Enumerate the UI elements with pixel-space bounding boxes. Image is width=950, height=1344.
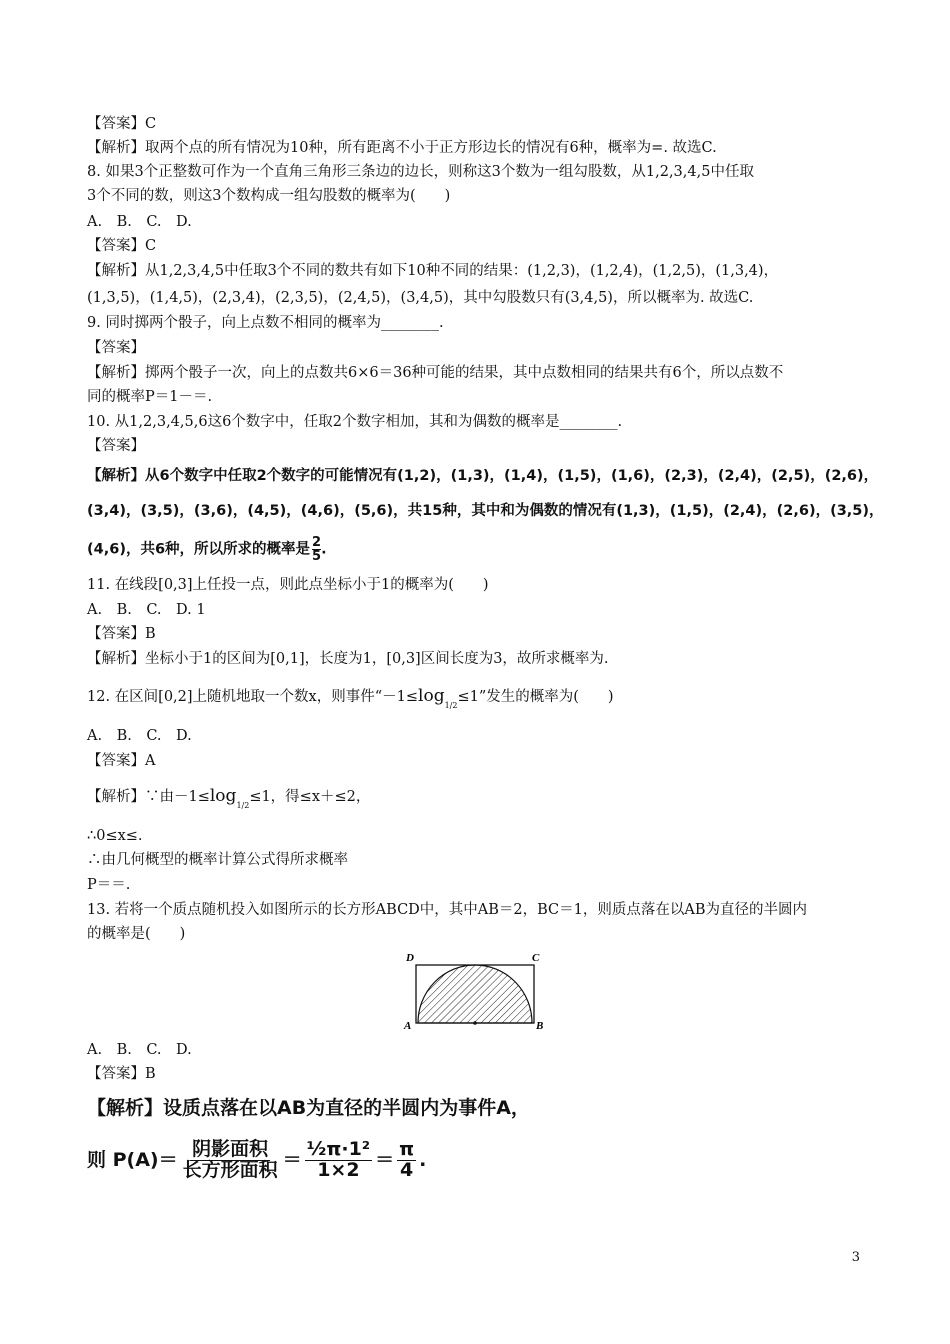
solution-text: (1,3,5)，(1,4,5)，(2,3,4)，(2,3,5)，(2,4,5)，(3,4,5)，其中勾股数只有(3,4,5)，所以概率为. 故选C. — [87, 290, 754, 306]
label-a: A — [404, 1020, 412, 1032]
fraction-area-values: $\frac{\text{½π·1²}}{1\times 2}$ — [306, 1138, 371, 1181]
solution-text: 【解析】坐标小于1的区间为[0,1]，长度为1，[0,3]区间长度为3，故所求概率为. — [87, 651, 609, 667]
solution-text: ∴0≤x≤. — [87, 828, 143, 844]
answer-label: 【答案】 — [87, 438, 145, 454]
fraction-result: $\frac{\pi}{4}$ — [399, 1138, 415, 1181]
answer-label: 【答案】 — [87, 340, 145, 356]
solution-text: 【解析】取两个点的所有情况为10种，所有距离不小于正方形边长的情况有6种，概率为=. 故选C. — [87, 140, 717, 156]
solution-text: 【解析】从6个数字中任取2个数字的可能情况有(1,2)，(1,3)，(1,4)，(1,5)，(1,6)，(2,3)，(2,4)，(2,5)，(2,6)， — [87, 468, 879, 484]
question-13-cont: 的概率是( ) — [87, 926, 186, 942]
label-d: D — [406, 952, 414, 964]
options: A. B. C. D. — [87, 1042, 192, 1058]
solution-text: 同的概率P＝1－＝. — [87, 389, 213, 405]
answer-label: 【答案】C — [87, 238, 157, 254]
solution-text-with-fraction: (4,6)，共6种，所以所求的概率是 $\frac{2}{5}$ . — [87, 535, 327, 564]
answer-label: 【答案】A — [87, 753, 156, 769]
question-13: 13. 若将一个质点随机投入如图所示的长方形ABCD中，其中AB＝2，BC＝1，则质点落在以AB为直径的半圆内 — [87, 902, 808, 918]
question-9: 9. 同时掷两个骰子，向上点数不相同的概率为________. — [87, 315, 444, 331]
answer-label: 【答案】B — [87, 1066, 156, 1082]
options: A. B. C. D. — [87, 214, 192, 230]
solution-text: P＝＝. — [87, 877, 131, 893]
answer-label: 【答案】C — [87, 116, 157, 132]
fraction: $\frac{2}{5}$ — [312, 535, 322, 564]
rectangle-semicircle-diagram — [400, 948, 550, 1032]
fraction-area-ratio: $\frac{\text{阴影面积}}{\text{长方形面积}}$ — [182, 1138, 278, 1181]
question-12: 12. 在区间[0,2]上随机地取一个数x，则事件“－1≤log1/2≤1”发生的概率为( ) — [87, 686, 614, 710]
options: A. B. C. D. 1 — [87, 602, 206, 618]
solution-text: 【解析】设质点落在以AB为直径的半圆内为事件A， — [87, 1097, 530, 1119]
semicircle — [418, 965, 532, 1023]
answer-label: 【答案】B — [87, 626, 156, 642]
page-number: 3 — [851, 1250, 860, 1265]
options: A. B. C. D. — [87, 728, 192, 744]
label-b: B — [536, 1020, 544, 1032]
question-11: 11. 在线段[0,3]上任投一点，则此点坐标小于1的概率为( ) — [87, 577, 489, 593]
probability-formula: 则 P(A)＝ $\frac{\text{阴影面积}}{\text{长方形面积}}$ ＝ $\frac{\text{½π·1²}}{1\times 2}$ ＝ $\frac{\pi}{4}$ . — [87, 1138, 427, 1181]
solution-text: 【解析】掷两个骰子一次，向上的点数共6×6＝36种可能的结果，其中点数相同的结果共有6个，所以点数不 — [87, 365, 784, 381]
solution-text: 【解析】从1,2,3,4,5中任取3个不同的数共有如下10种不同的结果：(1,2,3)，(1,2,4)，(1,2,5)，(1,3,4)， — [87, 263, 779, 279]
center-point — [473, 1021, 477, 1025]
question-8: 8. 如果3个正整数可作为一个直角三角形三条边的边长，则称这3个数为一组勾股数，从1,2,3,4,5中任取 — [87, 164, 754, 180]
label-c: C — [532, 952, 540, 964]
question-10: 10. 从1,2,3,4,5,6这6个数字中，任取2个数字相加，其和为偶数的概率是________. — [87, 414, 623, 430]
solution-text: (3,4)，(3,5)，(3,6)，(4,5)，(4,6)，(5,6)，共15种，其中和为偶数的情况有(1,3)，(1,5)，(2,4)，(2,6)，(3,5)， — [87, 503, 884, 519]
solution-text: 【解析】∵由－1≤log1/2≤1，得≤x＋≤2， — [87, 786, 371, 810]
question-8-cont: 3个不同的数，则这3个数构成一组勾股数的概率为( ) — [87, 188, 451, 204]
solution-text: ∴由几何概型的概率计算公式得所求概率 — [87, 852, 348, 868]
